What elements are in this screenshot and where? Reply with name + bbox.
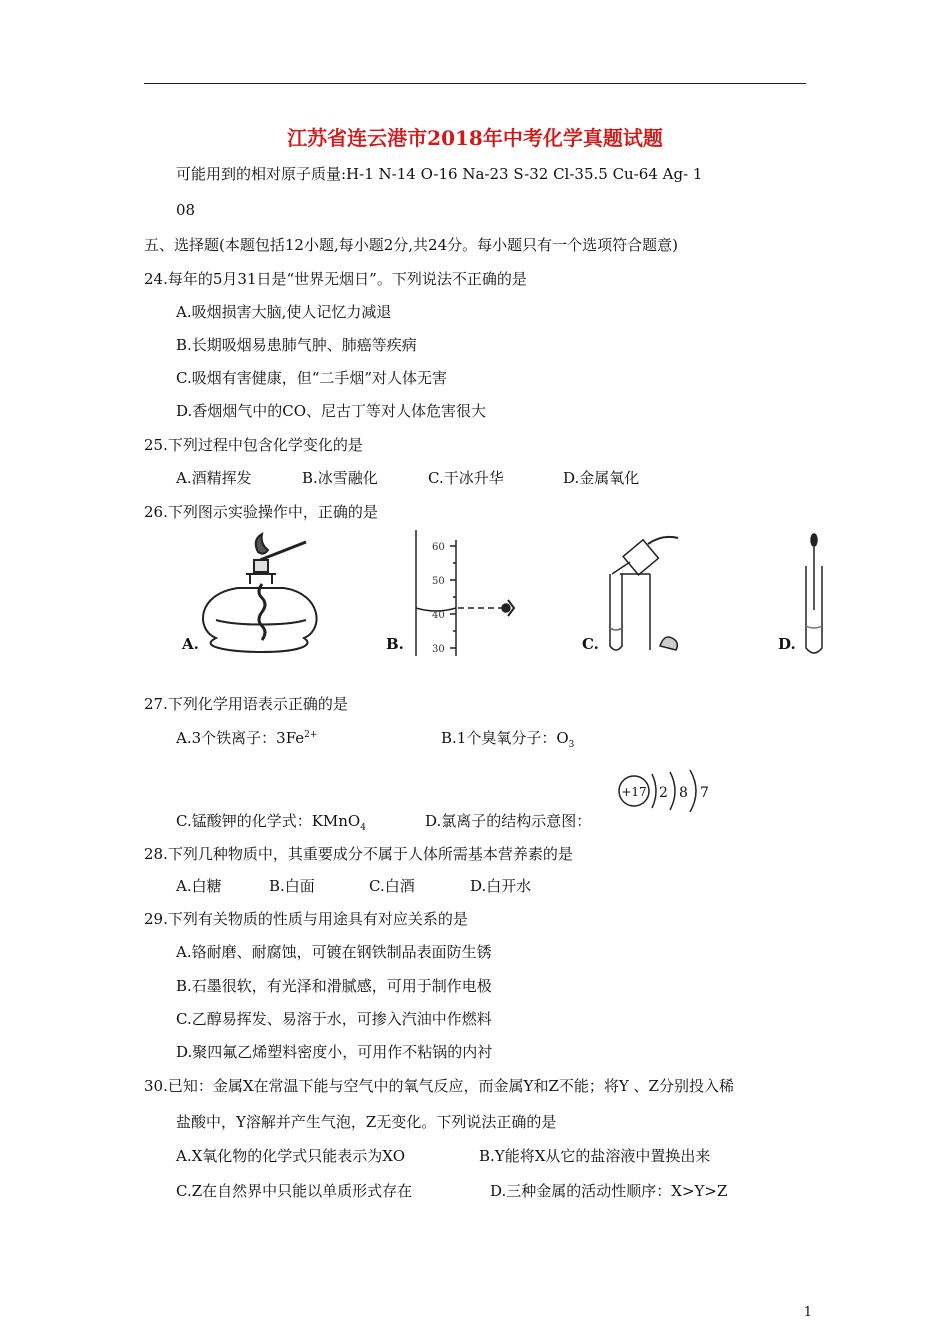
section-heading: 五、选择题(本题包括12小题,每小题2分,共24分。每小题只有一个选项符合题意)	[144, 236, 678, 254]
figure-label-a: A.	[182, 635, 199, 653]
pouring-figure	[600, 528, 690, 658]
q25-option-b: B.冰雪融化	[302, 469, 378, 487]
q26-stem: 26.下列图示实验操作中，正确的是	[144, 503, 378, 521]
q29-option-d: D.聚四氟乙烯塑料密度小，可用作不粘锅的内衬	[176, 1043, 493, 1061]
q24-option-b: B.长期吸烟易患肺气肿、肺癌等疾病	[176, 336, 417, 354]
q30-option-a: A.X氧化物的化学式只能表示为XO	[176, 1147, 405, 1165]
q27-option-d: D.氯离子的结构示意图：	[425, 812, 592, 830]
q24-option-a: A.吸烟损害大脑,使人记忆力减退	[176, 303, 392, 321]
q30-option-c: C.Z在自然界中只能以单质形式存在	[176, 1182, 413, 1200]
q29-stem: 29.下列有关物质的性质与用途具有对应关系的是	[144, 910, 468, 928]
chloride-structure-diagram	[616, 768, 716, 814]
figure-label-b: B.	[386, 635, 404, 653]
q27-option-b: B.1个臭氧分子：$O_3$	[441, 729, 575, 750]
q27-stem: 27.下列化学用语表示正确的是	[144, 695, 348, 713]
q28-option-d: D.白开水	[470, 877, 532, 895]
q25-option-a: A.酒精挥发	[176, 469, 252, 487]
q25-option-d: D.金属氧化	[563, 469, 640, 487]
page-title: 江苏省连云港市2018年中考化学真题试题	[287, 126, 663, 150]
tick-label-40: 40	[432, 610, 445, 621]
q30-option-d: D.三种金属的活动性顺序：X>Y>Z	[490, 1182, 728, 1200]
q28-option-c: C.白酒	[369, 877, 415, 895]
q27-option-a: A.3个铁离子：$3Fe^{2+}$	[176, 729, 318, 747]
q28-option-a: A.白糖	[176, 877, 222, 895]
tick-label-60: 60	[432, 542, 445, 553]
q27-option-c: C.锰酸钾的化学式：KMnO$_4$	[176, 812, 366, 833]
header-rule	[144, 83, 806, 84]
shell-2-count: 8	[679, 785, 688, 801]
figure-label-c: C.	[582, 635, 599, 653]
dropper-figure	[798, 530, 848, 660]
shell-3-count: 7	[700, 785, 709, 801]
cylinder-figure	[410, 530, 520, 660]
page-number: 1	[803, 1305, 812, 1320]
atomic-mass-line: 可能用到的相对原子质量:H-1 N-14 O-16 Na-23 S-32 Cl-35.5 Cu-64 Ag- 1	[176, 165, 703, 183]
q30-stem: 30.已知：金属X在常温下能与空气中的氧气反应，而金属Y和Z不能；将Y 、Z分别投入稀	[144, 1077, 734, 1095]
q25-stem: 25.下列过程中包含化学变化的是	[144, 436, 363, 454]
nucleus-label: +17	[621, 785, 647, 799]
q28-option-b: B.白面	[269, 877, 315, 895]
q30-option-b: B.Y能将X从它的盐溶液中置换出来	[479, 1147, 711, 1165]
shell-1-count: 2	[659, 785, 668, 801]
q29-option-a: A.铬耐磨、耐腐蚀，可镀在钢铁制品表面防生锈	[176, 943, 492, 961]
atomic-mass-line-cont: 08	[176, 201, 196, 219]
q24-stem: 24.每年的5月31日是“世界无烟日”。下列说法不正确的是	[144, 270, 527, 288]
q24-option-c: C.吸烟有害健康，但“二手烟”对人体无害	[176, 369, 448, 387]
tick-label-50: 50	[432, 576, 445, 587]
q29-option-c: C.乙醇易挥发、易溶于水，可掺入汽油中作燃料	[176, 1010, 492, 1028]
q25-option-c: C.干冰升华	[428, 469, 504, 487]
q24-option-d: D.香烟烟气中的CO、尼古丁等对人体危害很大	[176, 402, 487, 420]
q28-stem: 28.下列几种物质中，其重要成分不属于人体所需基本营养素的是	[144, 845, 573, 863]
q30-stem-cont: 盐酸中，Y溶解并产生气泡，Z无变化。下列说法正确的是	[176, 1113, 557, 1131]
q29-option-b: B.石墨很软，有光泽和滑腻感，可用于制作电极	[176, 977, 492, 995]
tick-label-30: 30	[432, 644, 445, 655]
figure-label-d: D.	[778, 635, 796, 653]
